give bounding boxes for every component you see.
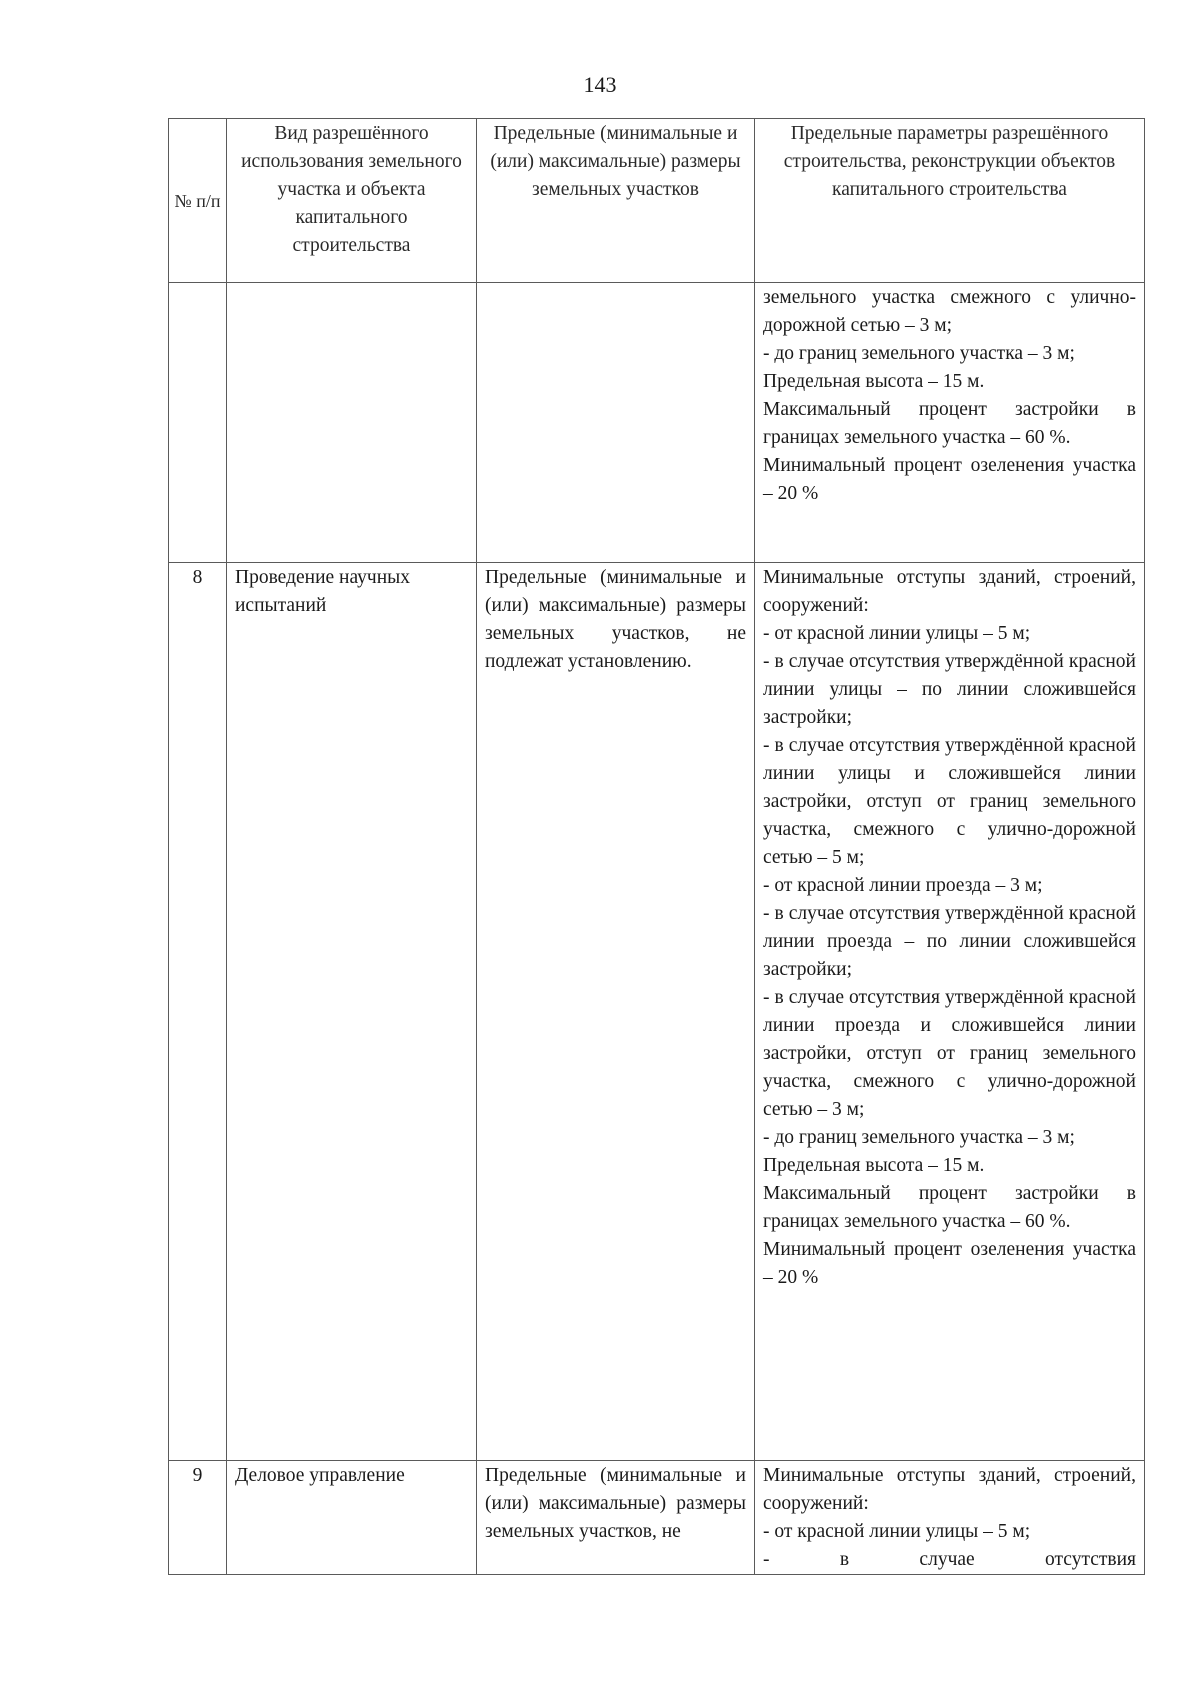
row-plot-sizes: Предельные (минимальные и (или) максимальные) размеры земельных участков, не подлежат установлению. (477, 563, 755, 1461)
parameter-line: Минимальный процент озеленения участка – 20 % (763, 455, 1136, 504)
continuation-number-cell (169, 283, 227, 563)
land-use-table (168, 118, 1145, 1575)
parameter-line: земельного участка смежного с улично-дорожной сетью – 3 м; (763, 287, 1136, 336)
row-parameters (755, 563, 1145, 1461)
parameter-line: Минимальные отступы зданий, строений, сооружений: (763, 567, 1136, 616)
table-row-8 (169, 563, 1145, 1461)
parameter-line: Минимальные отступы зданий, строений, сооружений: (763, 1465, 1136, 1514)
header-plot-sizes: Предельные (минимальные и (или) максимальные) размеры земельных участков (477, 119, 755, 283)
parameter-line: - в случае отсутствия (763, 1549, 1136, 1570)
parameter-line: - до границ земельного участка – 3 м; (763, 1127, 1075, 1148)
table-row-9 (169, 1461, 1145, 1575)
row-number: 9 (169, 1461, 227, 1575)
parameter-line: - в случае отсутствия утверждённой красной линии проезда – по линии сложившейся застройки; (763, 903, 1136, 980)
parameter-line: - в случае отсутствия утверждённой красной линии проезда и сложившейся линии застройки, отступ от границ земельного участка, смежного с улично-дорожной сетью – 3 м; (763, 987, 1136, 1120)
header-use-type: Вид разрешённого использования земельного участка и объекта капитального строительства (227, 119, 477, 283)
row-use-type: Деловое управление (227, 1461, 477, 1575)
row-use-type: Проведение научных испытаний (227, 563, 477, 1461)
parameter-line: - до границ земельного участка – 3 м; (763, 343, 1075, 364)
continuation-plot-sizes-cell (477, 283, 755, 563)
continuation-parameters-cell (755, 283, 1145, 563)
parameter-line: Максимальный процент застройки в границах земельного участка – 60 %. (763, 399, 1136, 448)
page-number: 143 (583, 72, 617, 97)
row-plot-sizes: Предельные (минимальные и (или) максимальные) размеры земельных участков, не (477, 1461, 755, 1575)
continuation-use-type-cell (227, 283, 477, 563)
parameter-line: Максимальный процент застройки в границах земельного участка – 60 %. (763, 1183, 1136, 1232)
table-header-row (169, 119, 1145, 283)
parameter-line: - в случае отсутствия утверждённой красной линии улицы – по линии сложившейся застройки; (763, 651, 1136, 728)
header-parameters: Предельные параметры разрешённого строительства, реконструкции объектов капитального строительства (755, 119, 1145, 283)
parameter-line: - от красной линии улицы – 5 м; (763, 1521, 1031, 1542)
header-number: № п/п (169, 119, 227, 283)
parameter-line: Предельная высота – 15 м. (763, 371, 985, 392)
parameter-line: - в случае отсутствия утверждённой красной линии улицы и сложившейся линии застройки, отступ от границ земельного участка, смежного с улично-дорожной сетью – 5 м; (763, 735, 1136, 868)
parameter-line: Предельная высота – 15 м. (763, 1155, 985, 1176)
parameter-line: Минимальный процент озеленения участка – 20 % (763, 1239, 1136, 1288)
parameter-line: - от красной линии проезда – 3 м; (763, 875, 1043, 896)
table-row-continuation (169, 283, 1145, 563)
row-parameters (755, 1461, 1145, 1575)
parameter-line: - от красной линии улицы – 5 м; (763, 623, 1031, 644)
row-number: 8 (169, 563, 227, 1461)
